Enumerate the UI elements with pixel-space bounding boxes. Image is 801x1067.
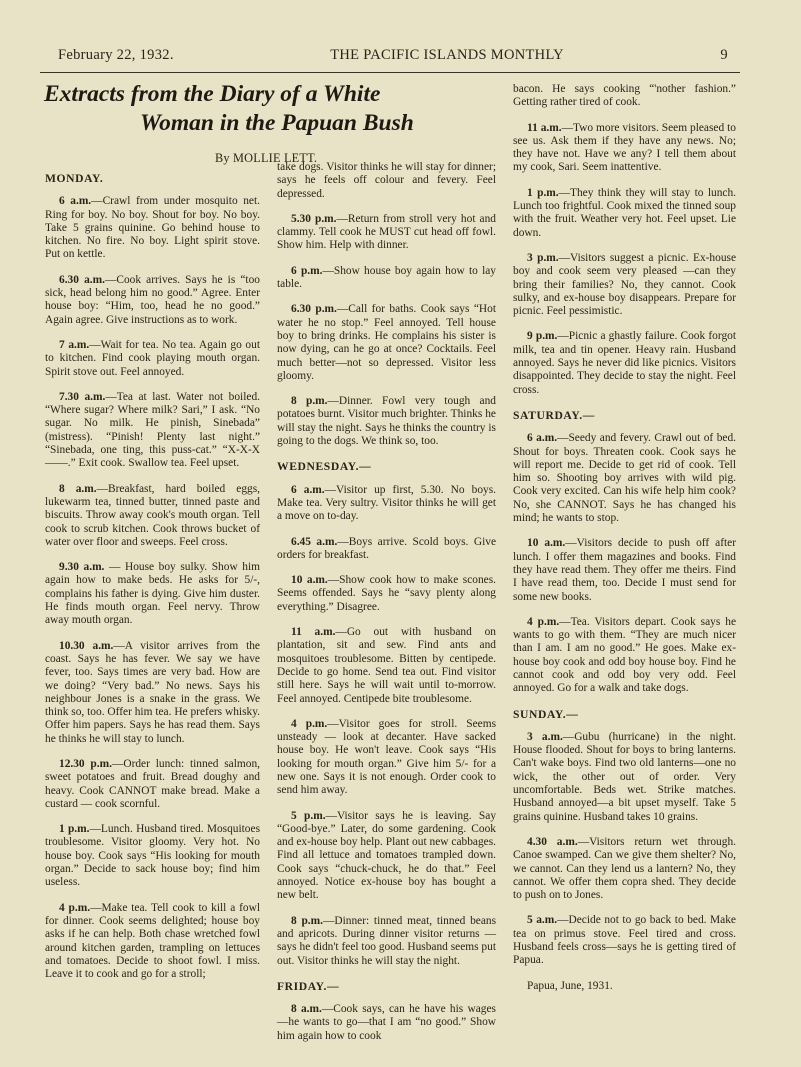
issue-date: February 22, 1932. <box>58 47 174 63</box>
column-3-entries-b <box>513 432 736 695</box>
diary-entry <box>513 122 736 175</box>
header-rule <box>40 72 740 73</box>
diary-entry <box>277 718 496 798</box>
entry-text: —Tea at last. Water not boiled. “Where sugar? Where milk? Sari,” I ask. “No sugar. No milk. He pinish, Sinebada” (mistress). “Pinish! Plenty last night.” “Sinebada, one ting, this puss-cat.” “X-X-X——.” Exit cook. Swallow tea. Feel upset. <box>45 390 260 470</box>
publication-name: THE PACIFIC ISLANDS MONTHLY <box>330 47 564 63</box>
entry-text: —Lunch. Husband tired. Mosquitoes troublesome. Visitor gloomy. Very hot. No house boy. Cook says “His looking for mouth organ.” Decide to sack house boy; find him useless. <box>45 823 260 889</box>
column-3-entries-a <box>513 122 736 397</box>
diary-entry <box>277 395 496 448</box>
entry-time: 10 a.m. <box>291 574 328 587</box>
entry-time: 8 a.m. <box>291 1003 322 1016</box>
diary-entry <box>513 914 736 967</box>
entry-time: 10 a.m. <box>527 537 566 550</box>
article-title <box>40 80 510 138</box>
entry-text: —Cook says, can he have his wages—he wants to go—that I am “no good.” Show him again how to cook <box>277 1003 496 1042</box>
page-header <box>58 47 728 71</box>
column-2-entries-c <box>277 1003 496 1043</box>
entry-time: 8 p.m. <box>291 914 323 927</box>
entry-text: —Call for baths. Cook says “Hot water he no stop.” Feel annoyed. Tell house boy to bring drinks. He complains his sister is now dying, can he go at once? Cocktails. Feel much better—not so depressed. Visitor less gloomy. <box>277 303 496 382</box>
entry-text: —Gubu (hurricane) in the night. House flooded. Shout for boys to bring lanterns. Can't wake boys. Find two old lanterns—one no wick, the other out of order. Very uncomfortable. Beds wet. Strike matches. Husband annoyed—a bit upset myself. Take 5 grains quinine. Husband takes 10 grains. <box>513 730 736 823</box>
diary-entry <box>513 330 736 396</box>
entry-time: 11 a.m. <box>291 626 336 639</box>
entry-time: 10.30 a.m. <box>59 639 114 652</box>
entry-time: 6.30 p.m. <box>291 303 337 316</box>
entry-text: —Seedy and fevery. Crawl out of bed. Shout for boys. Threaten cook. Cook says he will report me. Decide to get rid of cook. Tell him so. Shooting boy arrives with wild pig. Cook very excited. Can his wife help him cook? No, she CANNOT. Says he has changed his mind; he wants to stop. <box>513 432 736 525</box>
entry-text: —Visitors decide to push off after lunch. I offer them magazines and books. Find they have read them. They offer me theirs. Find I have read them, too. Decide I must send for some new books. <box>513 537 737 603</box>
entry-text: —Visitors return wet through. Canoe swamped. Can we give them shelter? No, we cannot. Can they lend us a lantern? No, they cannot. We offer them copra shed. They decide to push on to Jones. <box>513 835 736 902</box>
entry-time: 8 a.m. <box>59 482 97 495</box>
diary-entry <box>513 252 736 318</box>
entry-time: 6 a.m. <box>291 483 325 496</box>
byline: By MOLLIE LETT. <box>215 151 318 165</box>
diary-entry <box>513 836 736 902</box>
continuation-text: bacon. He says cooking “'nother fashion.” Getting rather tired of cook. <box>513 83 736 109</box>
day-heading-sunday: SUNDAY.— <box>513 707 579 721</box>
entry-text: —Return from stroll very hot and clammy. Tell cook he MUST cut head off fowl. Show him. Help with dinner. <box>277 212 496 252</box>
entry-time: 11 a.m. <box>527 121 562 134</box>
entry-time: 9 p.m. <box>527 330 558 343</box>
entry-text: —Two more visitors. Seem pleased to see us. Ask them if they have any news. No; they have not. Have we any? I tell them about my cook, Sari. Seem inattentive. <box>513 121 736 174</box>
diary-entry <box>45 391 260 471</box>
diary-entry <box>513 537 736 603</box>
entry-time: 3 p.m. <box>527 251 559 264</box>
entry-text: —Go out with husband on plantation, sit and sew. Find ants and mosquitoes troublesome. Bitten by centipede. Decide to go home. Send tea out. Find visitor still here. Says he will wait until to-morrow. Feel annoyed. Centipede bite troublesome. <box>277 626 496 705</box>
diary-entry <box>513 187 736 240</box>
diary-entry <box>45 640 260 746</box>
entry-text: —Show cook how to make scones. Seems offended. Says he “savy plenty along everything.” Disagree. <box>277 574 496 613</box>
diary-entry <box>45 339 260 379</box>
entry-text: —Tea. Visitors depart. Cook says he wants to go with them. “They are much nicer than I am. I am no good.” He goes. Make ex-house boy cook and odd boy house boy. Find he cannot cook and odd boy very odd. Feel annoyed. Go for a walk and take dogs. <box>513 615 736 695</box>
entry-time: 5.30 p.m. <box>291 212 337 225</box>
page-number: 9 <box>720 47 728 63</box>
entry-text: —Visitor says he is leaving. Say “Good-bye.” Later, do some gardening. Cook and ex-house boy help. Plant out new cabbages. Find all lettuce and tomatoes trampled down. Cook says “chuck-chuck, he do that.” Feel annoyed. Notice ex-house boy has bought a new belt. <box>277 809 497 902</box>
entry-time: 4.30 a.m. <box>527 835 578 848</box>
diary-entry <box>277 626 496 706</box>
column-2 <box>277 161 496 1055</box>
entry-time: 4 p.m. <box>59 901 91 914</box>
entry-time: 4 p.m. <box>291 717 328 730</box>
entry-text: —Picnic a ghastly failure. Cook forgot milk, tea and tin opener. Heavy rain. Husband annoyed. Says he never did like picnics. Visitors disappointed. They decide to stay the night. Feel cross. <box>513 330 737 396</box>
entry-time: 9.30 a.m. <box>59 561 105 574</box>
diary-entry <box>277 810 496 903</box>
diary-entry <box>45 902 260 982</box>
entry-text: —Visitor up first, 5.30. No boys. Make tea. Very sultry. Visitor thinks he will get a move on to-day. <box>277 483 496 523</box>
entry-text: —Crawl from under mosquito net. Ring for boy. No boy. Shout for boy. No boy. Take 5 grains quinine. Go behind house to kitchen. No fire. No boy. Light spirit stove. Put on kettle. <box>45 195 260 261</box>
diary-entry <box>45 274 260 327</box>
signoff: Papua, June, 1931. <box>527 979 613 992</box>
diary-entry <box>45 561 260 627</box>
entry-text: —Make tea. Tell cook to kill a fowl for dinner. Cook seems delighted; house boy asks if he can help. Both chase wretched fowl around kitchen garden, trampling on lettuces and tomatoes. Decide to shoot fowl. I miss. Leave it to cook and go for a stroll; <box>45 901 260 981</box>
title-line-1: Extracts from the Diary of a White <box>44 81 381 107</box>
entry-text: — House boy sulky. Show him again how to make beds. He asks for 5/-, complains his father is dying. Give him duster. He finds mouth organ. Feel nervy. Throw away mouth organ. <box>45 561 260 627</box>
column-2-entries-b <box>277 484 496 968</box>
entry-time: 7.30 a.m. <box>59 390 106 403</box>
entry-time: 6 a.m. <box>527 432 558 445</box>
entry-time: 6 p.m. <box>291 264 323 277</box>
entry-text: —Decide not to go back to bed. Make tea on primus stove. Feel tired and cross. Husband feels cross—says he is getting tired of Papua. <box>513 914 736 967</box>
entry-time: 6.45 a.m. <box>291 535 338 548</box>
day-heading-monday: MONDAY. <box>45 172 104 185</box>
diary-entry <box>513 432 736 525</box>
entry-time: 7 a.m. <box>59 338 90 351</box>
entry-text: —They think they will stay to lunch. Lunch too frightful. Cook mixed the tinned soup with the fruit. Weather very hot. Feel upset. Lie down. <box>513 186 736 239</box>
entry-text: —Show house boy again how to lay table. <box>277 264 497 291</box>
column-1-entries <box>45 195 260 981</box>
continuation-text: take dogs. Visitor thinks he will stay for dinner; says he feels off colour and fevery. Feel depressed. <box>277 161 496 200</box>
entry-time: 3 a.m. <box>527 730 563 743</box>
entry-time: 6.30 a.m. <box>59 273 105 286</box>
entry-text: —Order lunch: tinned salmon, sweet potatoes and fruit. Bread doughy and heavy. Cook CANNOT make bread. Make a custard — cook scornful. <box>45 757 260 810</box>
entry-text: —Wait for tea. No tea. Again go out to kitchen. Find cook playing mouth organ. Spirit stove out. Feel annoyed. <box>45 338 260 378</box>
diary-entry <box>45 823 260 889</box>
entry-text: —Breakfast, hard boiled eggs, lukewarm tea, tinned butter, tinned paste and biscuits. Throw away cook's mouth organ. Tell cook to scrub kitchen. Cook throws bucket of water over floor and sweeps. Feel cross. <box>45 482 260 548</box>
diary-entry <box>277 303 496 383</box>
column-3-entries-c <box>513 731 736 968</box>
diary-entry <box>513 731 736 824</box>
diary-entry <box>45 758 260 811</box>
diary-entry <box>277 915 496 968</box>
day-heading-friday: FRIDAY.— <box>277 979 340 993</box>
diary-entry <box>277 484 496 524</box>
column-3 <box>513 83 736 993</box>
diary-entry <box>513 616 736 696</box>
entry-time: 8 p.m. <box>291 395 328 408</box>
entry-text: —A visitor arrives from the coast. Says he has fever. We say we have fever, too. Says times are very bad. How are we doing? “Very bad.” No news. Says his neighbour Jones is a snake in the grass. We think so, too. Offer him tea. He prefers whisky. Offer him papers. Says he has read them. Says he thinks he will stay to lunch. <box>45 639 260 745</box>
diary-entry <box>277 213 496 253</box>
diary-entry <box>45 483 260 549</box>
diary-entry <box>277 574 496 614</box>
title-line-2: Woman in the Papuan Bush <box>140 110 414 136</box>
entry-time: 1 p.m. <box>527 186 559 199</box>
column-2-entries-a <box>277 213 496 448</box>
column-1 <box>45 170 260 993</box>
entry-text: —Visitors suggest a picnic. Ex-house boy and cook seem very pleased —can they bring their families? No, they cannot. Cook sulky, and ex-house boy disappears. Prepare for picnic. Feel pessimistic. <box>513 251 737 318</box>
entry-time: 12.30 p.m. <box>59 757 112 770</box>
day-heading-saturday: SATURDAY.— <box>513 408 595 422</box>
diary-entry <box>277 536 496 563</box>
entry-time: 6 a.m. <box>59 195 92 208</box>
entry-time: 1 p.m. <box>59 823 90 836</box>
diary-entry <box>45 195 260 261</box>
entry-text: —Dinner: tinned meat, tinned beans and apricots. During dinner visitor returns — says he didn't feel too good. Husband seems put out. Visitor thinks he will stay the night. <box>277 914 497 967</box>
diary-entry <box>277 1003 496 1043</box>
entry-time: 5 a.m. <box>527 914 558 927</box>
entry-text: —Visitor goes for stroll. Seems unsteady — look at decanter. Have sacked house boy. He won't leave. Cook says “His looking for mouth organ.” Give him 5/- for a new one. Says it is not enough. Order cook to send him away. <box>277 717 497 797</box>
entry-time: 4 p.m. <box>527 615 560 628</box>
entry-text: —Boys arrive. Scold boys. Give orders for breakfast. <box>277 535 497 561</box>
entry-text: —Cook arrives. Says he is “too sick, head belong him no good.” Agree. Enter house boy: “Him, too, head he no good.” Again agree. Give instructions as to work. <box>45 273 260 326</box>
entry-text: —Dinner. Fowl very tough and potatoes burnt. Visitor much brighter. Thinks he will stay the night. Says he thinks the country is going to the dogs. We think so, too. <box>277 395 496 448</box>
diary-entry <box>277 265 496 292</box>
entry-time: 5 p.m. <box>291 809 326 822</box>
day-heading-wednesday: WEDNESDAY.— <box>277 460 372 474</box>
